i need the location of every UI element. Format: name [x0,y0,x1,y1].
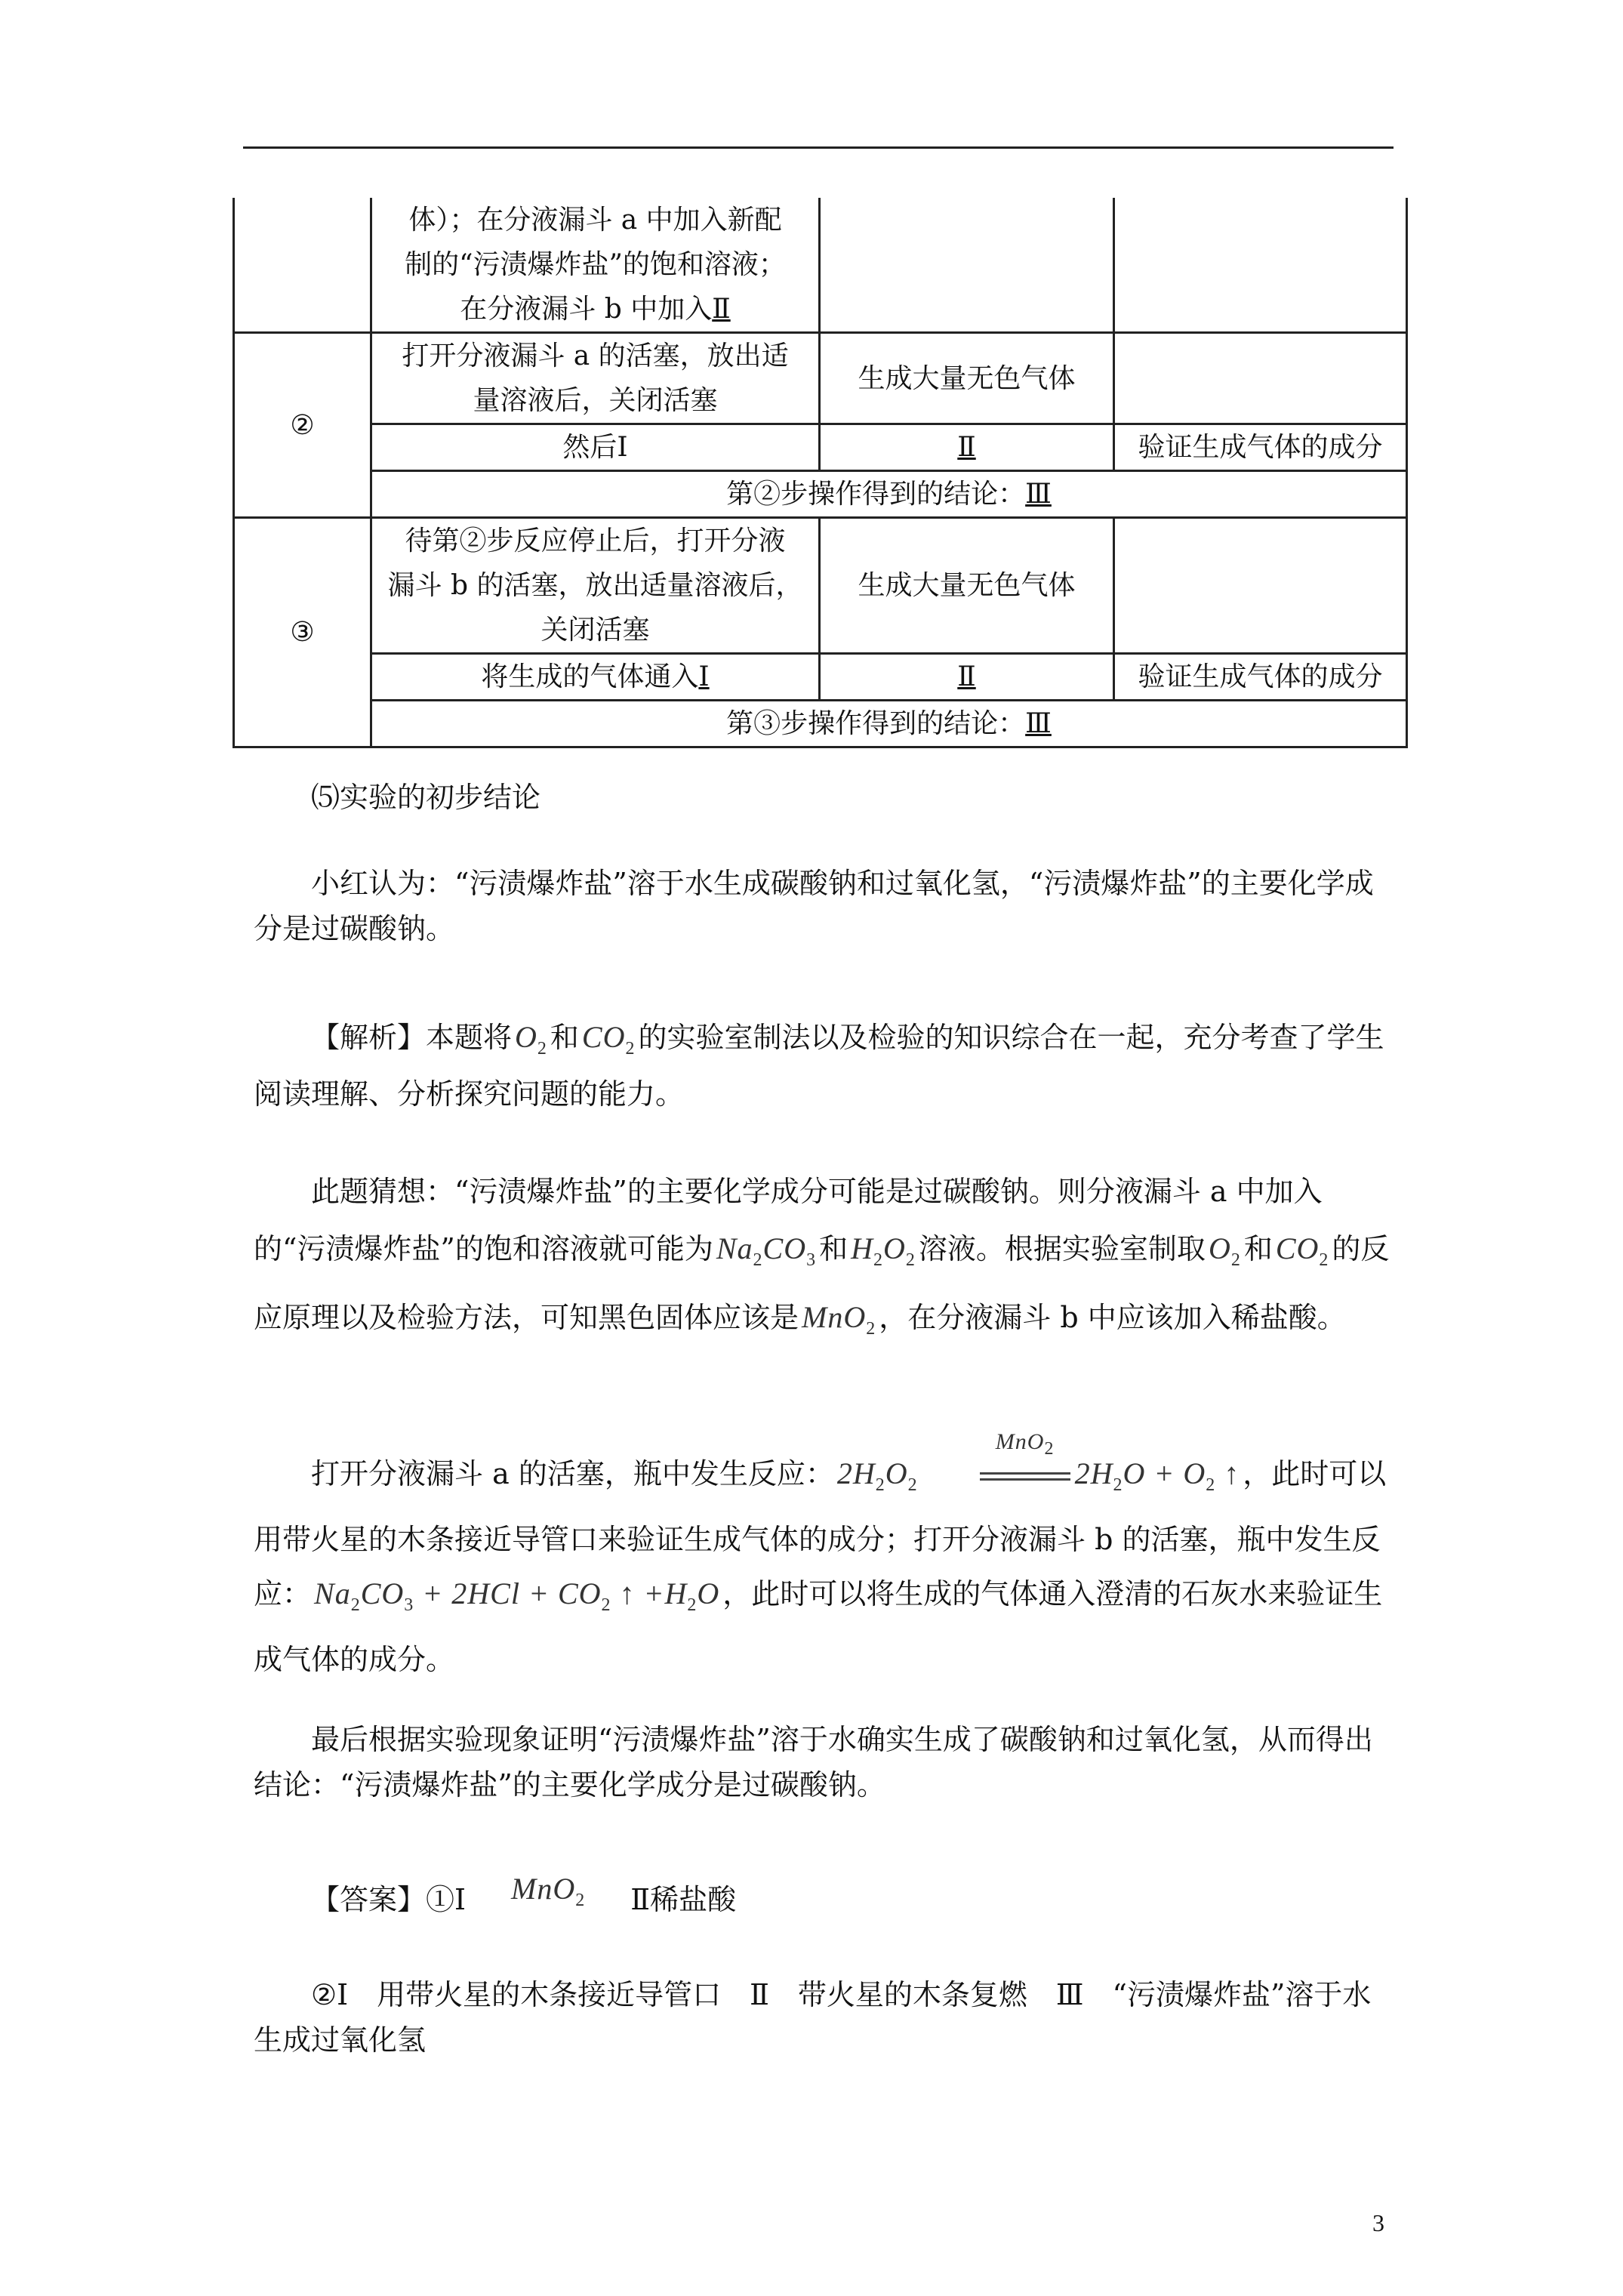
answer-label: 【答案】①Ⅰ [311,1883,467,1916]
answer-text: Ⅱ稀盐酸 [630,1883,737,1916]
blank-marker: Ⅲ [1025,708,1052,739]
equation-h2o2-decomposition: $2H_2O_2$ MnO$_2$ $2H_2O + O_2$ ↑ [836,1429,1240,1495]
analysis-paragraph-1 [254,1015,1394,1117]
phenomenon-cell [820,198,1114,333]
section-heading: ⑸实验的初步结论 [311,781,541,814]
cell-text: 将生成的气体通入 [481,661,699,692]
conclusion-cell [371,471,1407,518]
table-row [234,333,1407,424]
text: 此题猜想：“污渍爆炸盐”的主要化学成分可能是过碳酸钠。则分液漏斗 a 中加入的“污渍爆炸盐”的饱和溶液就可能为 [254,1175,1323,1265]
purpose-cell: 验证生成气体的成分 [1114,654,1407,701]
conclusion-paragraph: 小红认为：“污渍爆炸盐”溶于水生成碳酸钠和过氧化氢，“污渍爆炸盐”的主要化学成分是过碳酸钠。 [254,867,1374,945]
text: ，此时可以用带火星的木条接近导管口来验证生成气体的成分；打开分液漏斗 b 的活塞，瓶中发生反应： [254,1457,1387,1610]
cell-line [377,287,814,331]
formula-o2: $O_2$ [515,1020,547,1059]
phenomenon-cell: 生成大量无色气体 [820,518,1114,654]
phenomenon-cell [820,654,1114,701]
blank-marker: Ⅱ [957,661,976,692]
blank-marker: Ⅲ [1025,479,1052,510]
formula-co2: $CO_2$ [1275,1231,1329,1270]
cell-line: 打开分液漏斗 a 的活塞，放出适 [402,341,789,371]
equation-na2co3-hcl: $Na_2CO_3 + 2HCl + CO_2$ ↑ $+H_2O$ [314,1576,720,1615]
cell-line: 待第②步反应停止后，打开分液 [405,525,786,556]
conclusion-label: 第③步操作得到的结论： [726,708,1026,739]
formula-co2: $CO_2$ [581,1020,636,1059]
conclusion-cell [371,701,1407,747]
text: ，此时可以将生成的气体通入澄清的石灰水来验证生成气体的成分。 [254,1577,1383,1676]
text: 打开分液漏斗 a 的活塞，瓶中发生反应： [311,1457,834,1490]
cell-line: 量溶液后，关闭活塞 [473,385,718,416]
text: 的反应原理以及检验方法，可知黑色固体应该是 [254,1232,1390,1334]
table-row [234,471,1407,518]
operation-cell [371,518,820,654]
analysis-paragraph-2 [254,1163,1394,1358]
text: 【解析】本题将 [311,1021,513,1054]
table-row [234,518,1407,654]
blank-marker: Ⅱ [712,294,731,325]
operation-cell [371,333,820,424]
table-row [234,424,1407,471]
conclusion-label: 第②步操作得到的结论： [726,479,1026,510]
formula-na2co3: $Na_2CO_3$ [716,1231,817,1270]
text: ，在分液漏斗 b 中应该加入稀盐酸。 [879,1301,1346,1334]
step-cell-empty [234,198,371,333]
purpose-cell [1114,198,1407,333]
formula-mno2: MnO$_2$ [511,1872,586,1910]
step-number-cell: ② [234,333,371,518]
answer-line-2: ②Ⅰ 用带火星的木条接近导管口 Ⅱ 带火星的木条复燃 Ⅲ “污渍爆炸盐”溶于水生成过氧化氢 [254,1978,1372,2057]
table-row [234,198,1407,333]
cell-line: 制的“污渍爆炸盐”的饱和溶液； [405,249,786,280]
purpose-cell [1114,333,1407,424]
purpose-cell: 验证生成气体的成分 [1114,424,1407,471]
phenomenon-cell [820,424,1114,471]
text: 的实验室制法以及检验的知识综合在一起，充分考查了学生阅读理解、分析探究问题的能力。 [254,1021,1384,1111]
experiment-table [233,198,1408,748]
purpose-cell [1114,518,1407,654]
page-number: 3 [1372,2209,1384,2236]
table-row [234,654,1407,701]
text: 和 [550,1021,579,1054]
formula-mno2: MnO$_2$ [802,1300,876,1339]
phenomenon-cell: 生成大量无色气体 [820,333,1114,424]
text: 和 [819,1232,848,1265]
cell-line: 关闭活塞 [540,615,650,646]
analysis-paragraph-4: 最后根据实验现象证明“污渍爆炸盐”溶于水确实生成了碳酸钠和过氧化氢，从而得出结论：“污渍爆炸盐”的主要化学成分是过碳酸钠。 [254,1723,1373,1801]
cell-line: 漏斗 b 的活塞，放出适量溶液后， [387,570,803,601]
step-number-cell: ③ [234,518,371,747]
operation-cell: 然后Ⅰ [371,424,820,471]
text: 和 [1243,1232,1273,1265]
blank-marker: Ⅱ [957,432,976,463]
formula-h2o2: $H_2O_2$ [851,1231,916,1270]
header-rule [243,146,1394,149]
answer-line-1 [254,1872,1394,1934]
operation-cell [371,198,820,333]
operation-cell [371,654,820,701]
table-row [234,701,1407,747]
analysis-paragraph-3 [254,1429,1394,1687]
formula-o2: $O_2$ [1208,1231,1241,1270]
cell-text: 在分液漏斗 b 中加入 [460,294,713,325]
blank-marker: Ⅰ [698,661,710,692]
text: 溶液。根据实验室制取 [918,1232,1206,1265]
cell-line: 体）；在分液漏斗 a 中加入新配 [408,205,782,236]
